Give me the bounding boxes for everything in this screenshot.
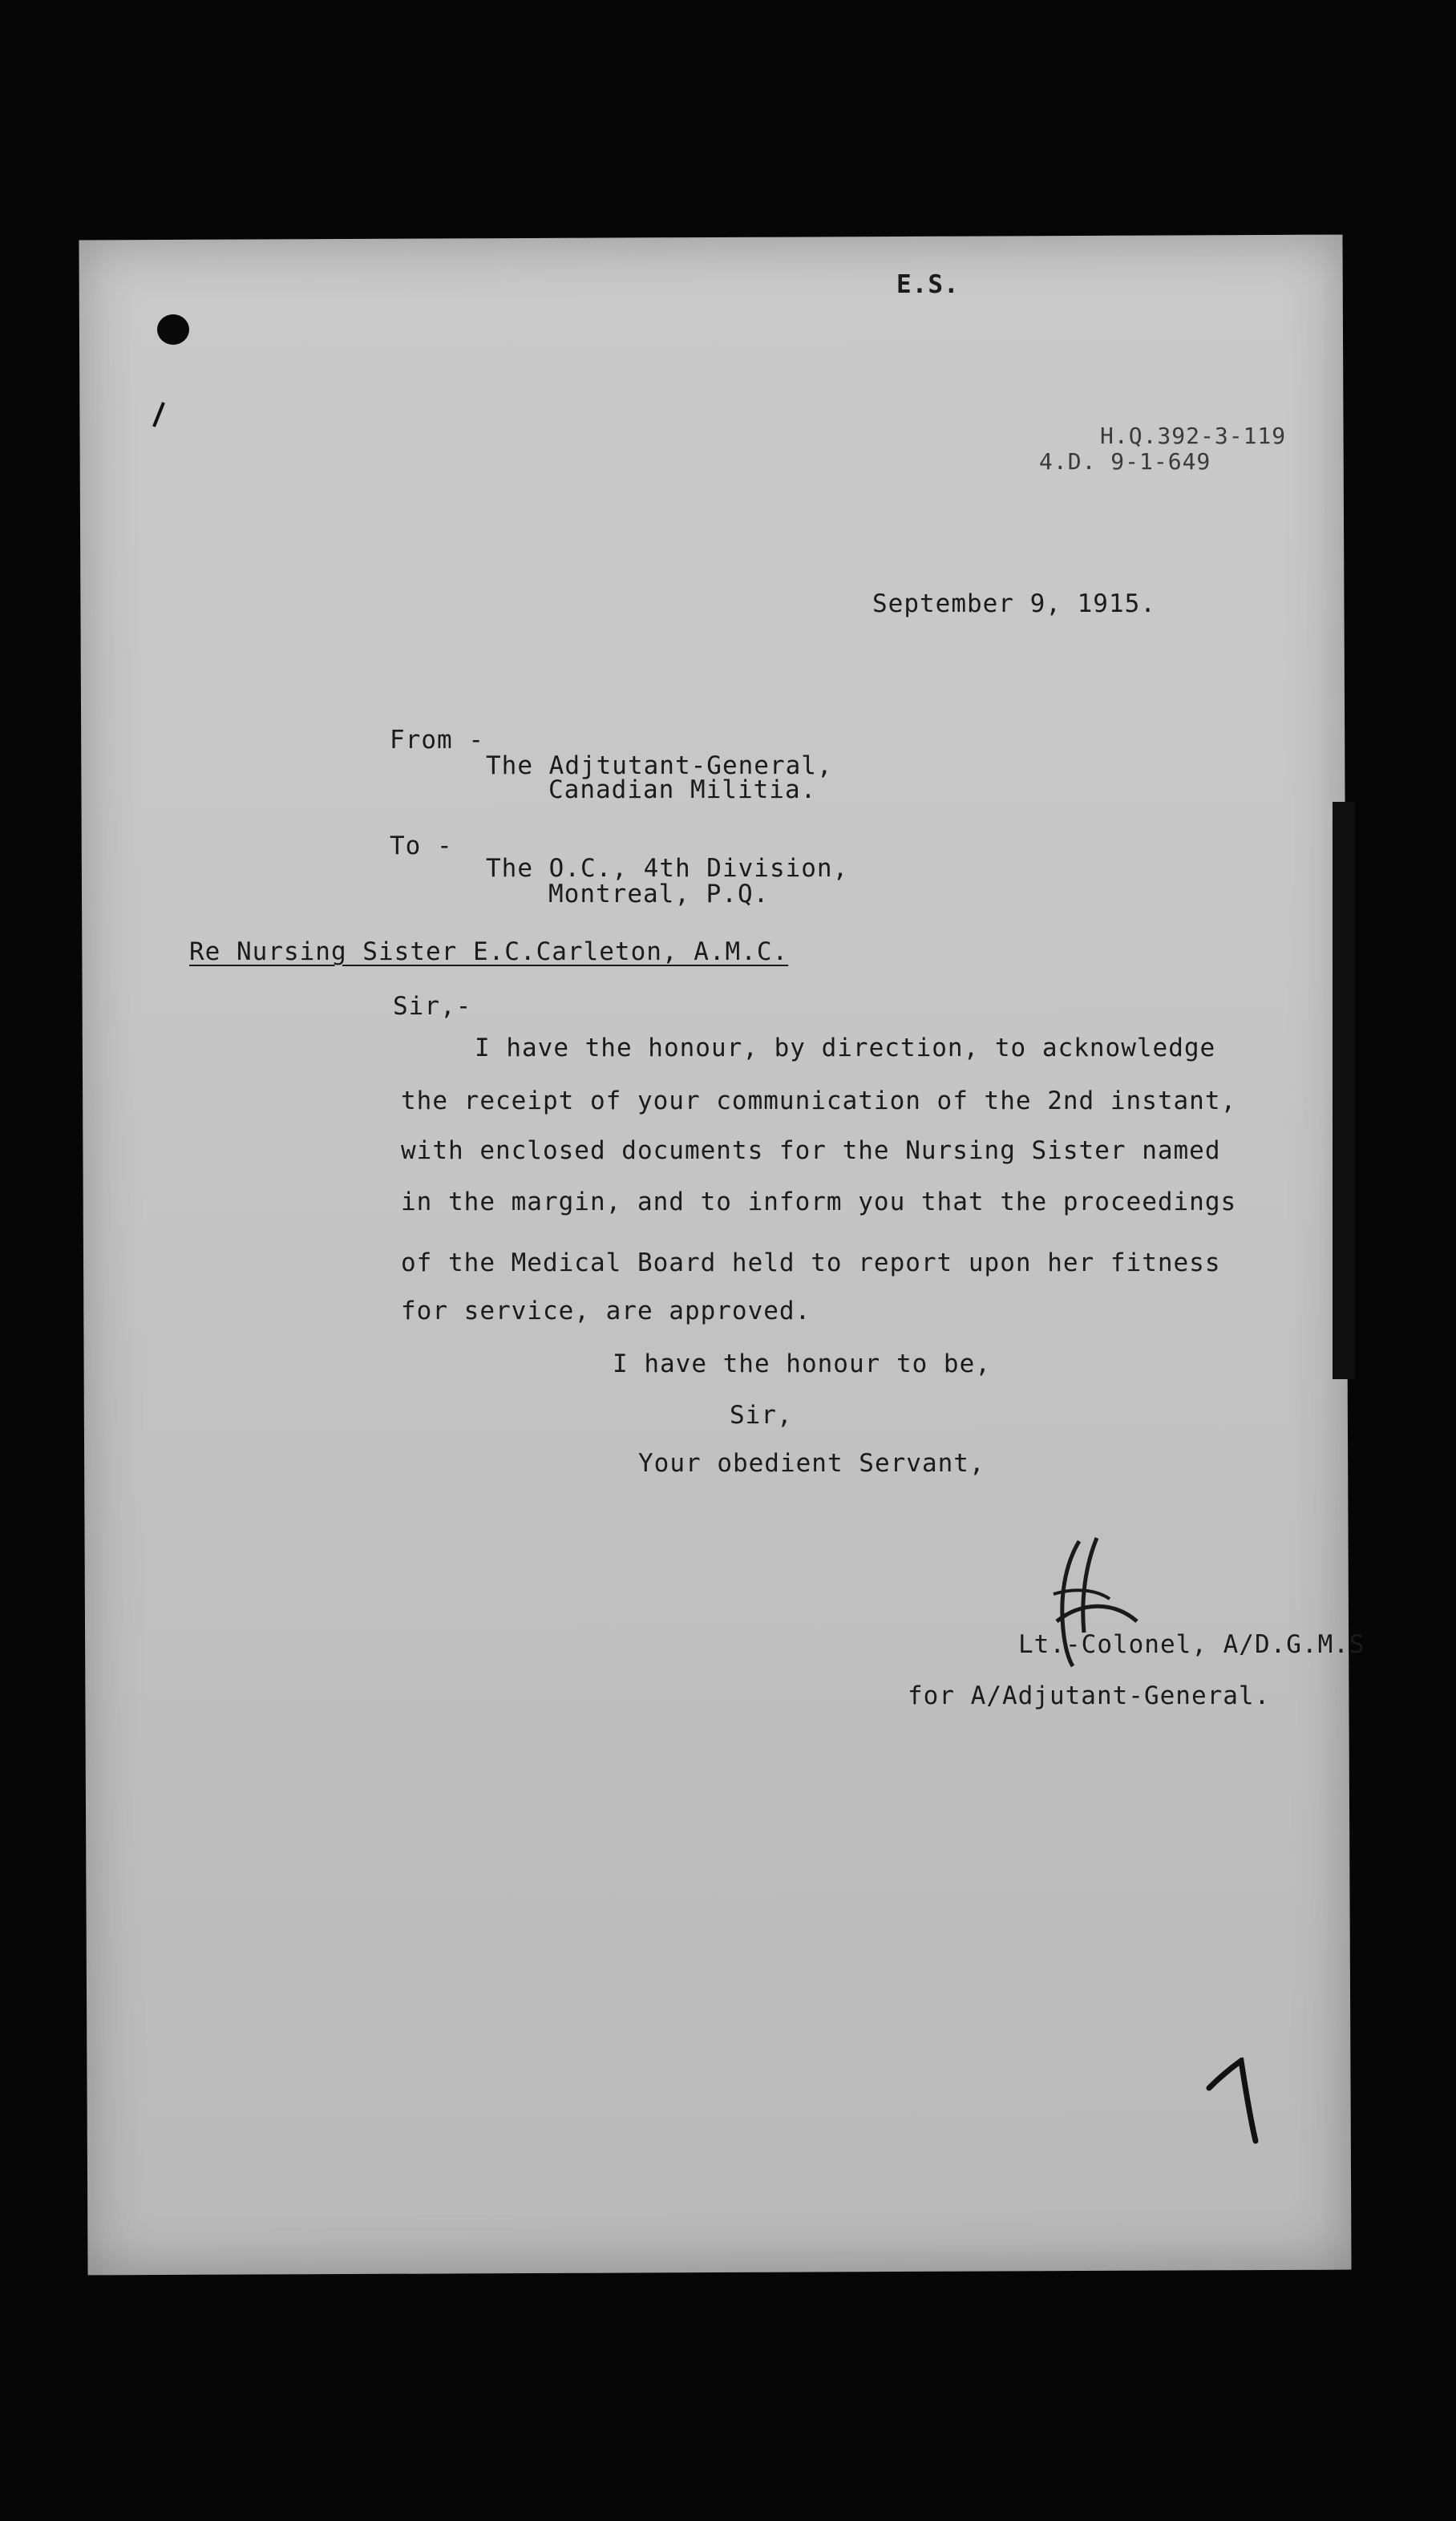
- from-line-2: Canadian Militia.: [548, 775, 817, 804]
- closing-line-1: I have the honour to be,: [613, 1350, 991, 1378]
- salutation: Sir,-: [393, 992, 472, 1021]
- body-line-2: the receipt of your communication of the 2nd instant,: [401, 1086, 1237, 1115]
- from-label: From -: [390, 726, 484, 755]
- body-line-1: I have the honour, by direction, to acknowledge: [475, 1034, 1216, 1062]
- page-edge-shadow: [1333, 802, 1355, 1379]
- subject-line: Re Nursing Sister E.C.Carleton, A.M.C.: [189, 937, 789, 966]
- closing-line-2: Sir,: [730, 1401, 793, 1430]
- folio-number-mark: [1203, 2058, 1267, 2146]
- closing-line-3: Your obedient Servant,: [638, 1449, 985, 1478]
- hq-file-reference: H.Q.392-3-119: [1100, 423, 1287, 449]
- signatory-title: Lt.-Colonel, A/D.G.M.S: [1018, 1630, 1365, 1659]
- body-line-6: for service, are approved.: [401, 1297, 811, 1325]
- from-line-1: The Adjtutant-General,: [486, 751, 833, 780]
- district-file-reference: 4.D. 9-1-649: [1039, 448, 1211, 475]
- to-line-1: The O.C., 4th Division,: [486, 854, 849, 883]
- to-line-2: Montreal, P.Q.: [548, 880, 770, 908]
- page-mark: E.S.: [896, 270, 960, 299]
- punch-hole-mark: [157, 314, 189, 345]
- letter-date: September 9, 1915.: [872, 589, 1156, 618]
- pen-mark: [146, 399, 170, 431]
- body-line-4: in the margin, and to inform you that the proceedings: [401, 1188, 1237, 1216]
- body-line-3: with enclosed documents for the Nursing Sister named: [401, 1136, 1221, 1165]
- body-line-5: of the Medical Board held to report upon her fitness: [401, 1248, 1221, 1277]
- signatory-for: for A/Adjutant-General.: [908, 1681, 1271, 1710]
- to-label: To -: [390, 832, 453, 860]
